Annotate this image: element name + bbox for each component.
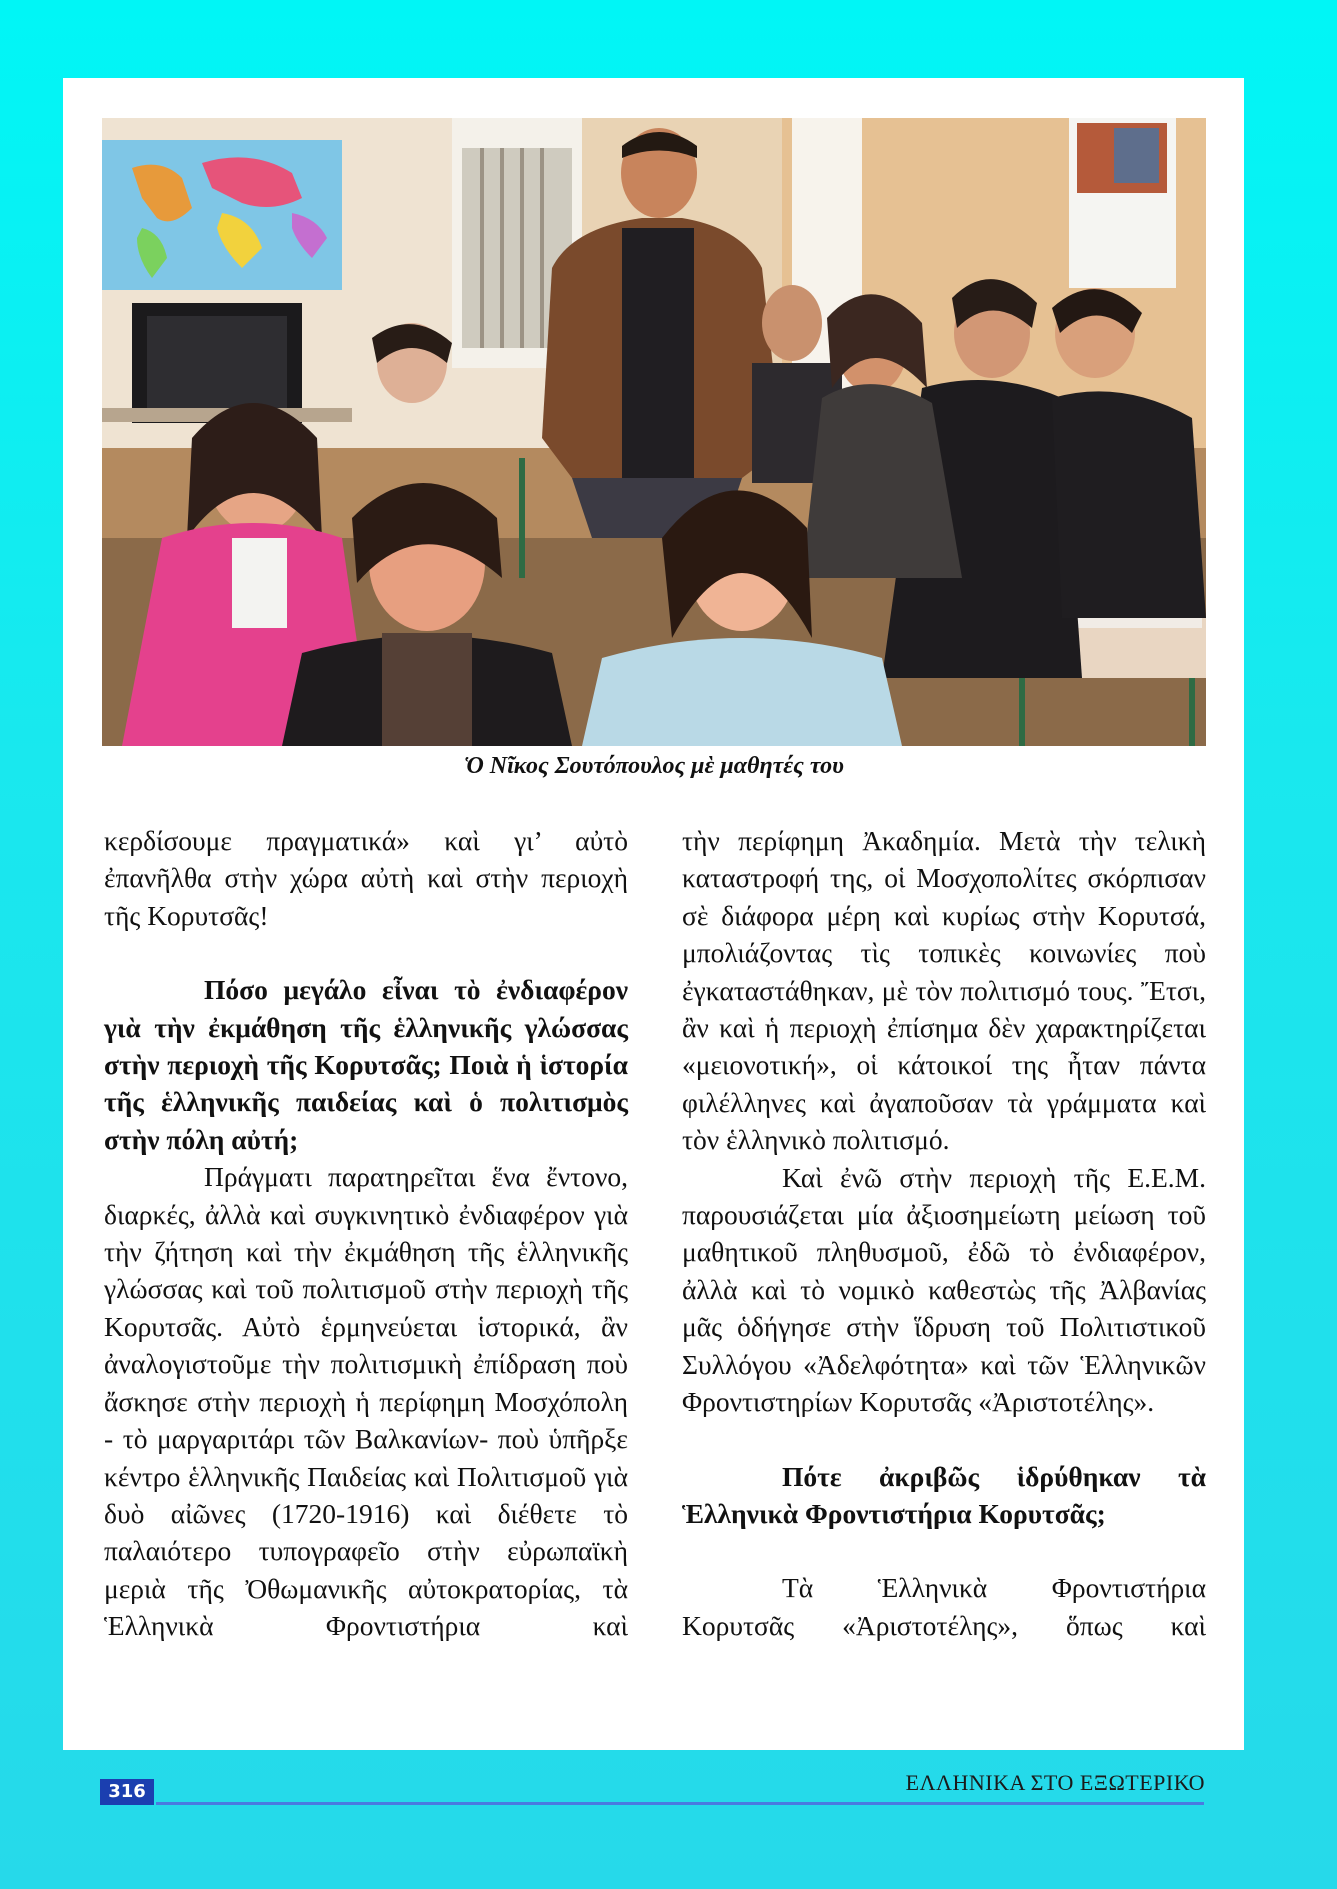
right-text-column	[682, 822, 1206, 1644]
paragraph: κερδίσουμε πραγματικά» καὶ γι’ αὐτὸ ἐπανῆλθα στὴν χώρα αὐτὴ καὶ στὴν περιοχὴ τῆς Κορυτσᾶς!	[104, 825, 628, 931]
paragraph: τὴν περίφημη Ἀκαδημία. Μετὰ τὴν τελικὴ καταστροφή της, οἱ Μοσχοπολίτες σκόρπισαν σὲ διάφορα μέρη καὶ κυρίως στὴν Κορυτσά, μπολιάζοντας τὶς τοπικὲς κοινωνίες ποὺ ἐγκαταστάθηκαν, μὲ τὸν πολιτισμό τους. Ἔτσι, ἂν καὶ ἡ περιοχὴ ἐπίσημα δὲν χαρακτηρίζεται «μειονοτική», οἱ κάτοικοί της ἦταν πάντα φιλέλληνες καὶ ἀγαποῦσαν τὰ γράμματα καὶ τὸν ἑλληνικὸ πολιτισμό.	[682, 825, 1206, 1156]
interview-question: Πόσο μεγάλο εἶναι τὸ ἐνδιαφέρον γιὰ τὴν ἐκμάθηση τῆς ἑλληνικῆς γλώσσας στὴν περιοχὴ τῆς Κορυτσᾶς; Ποιὰ ἡ ἱστορία τῆς ἑλληνικῆς παιδείας καὶ ὁ πολιτισμὸς στὴν πόλη αὐτή;	[104, 974, 628, 1155]
left-text-column	[104, 822, 628, 1645]
running-footer-title: ΕΛΛΗΝΙΚΑ ΣΤΟ ΕΞΩΤΕΡΙΚΟ	[905, 1770, 1205, 1795]
paragraph: Τὰ Ἑλληνικὰ Φροντιστήρια Κορυτσᾶς «Ἀριστοτέλης», ὅπως καὶ	[682, 1572, 1206, 1641]
interview-question: Πότε ἀκριβῶς ἱδρύθηκαν τὰ Ἑλληνικὰ Φροντιστήρια Κορυτσᾶς;	[682, 1460, 1206, 1529]
paragraph: Πράγματι παρατηρεῖται ἕνα ἔντονο, διαρκές, ἀλλὰ καὶ συγκινητικὸ ἐνδιαφέρον γιὰ τὴν ζήτηση καὶ τὴν ἐκμάθηση τῆς ἑλληνικῆς γλώσσας καὶ τοῦ πολιτισμοῦ στὴν περιοχὴ τῆς Κορυτσᾶς. Αὐτὸ ἑρμηνεύεται ἱστορικά, ἂν ἀναλογιστοῦμε τὴν πολιτισμικὴ ἐπίδραση ποὺ ἄσκησε στὴν περιοχὴ ἡ περίφημη Μοσχόπολη - τὸ μαργαριτάρι τῶν Βαλκανίων- ποὺ ὑπῆρξε κέντρο ἑλληνικῆς Παιδείας καὶ Πολιτισμοῦ γιὰ δυὸ αἰῶνες (1720-1916) καὶ διέθετε τὸ παλαιότερο τυπογραφεῖο στὴν εὐρωπαϊκὴ μεριὰ τῆς Ὀθωμανικῆς αὐτοκρατορίας, τὰ Ἑλληνικὰ Φροντιστήρια καὶ	[104, 1161, 628, 1642]
footer-rule	[156, 1802, 1204, 1805]
classroom-photo	[102, 118, 1206, 746]
page-number: 316	[100, 1779, 154, 1805]
paragraph: Καὶ ἐνῶ στὴν περιοχὴ τῆς Ε.Ε.Μ. παρουσιάζεται μία ἀξιοσημείωτη μείωση τοῦ μαθητικοῦ πληθυσμοῦ, ἐδῶ τὸ ἐνδιαφέρον, ἀλλὰ καὶ τὸ νομικὸ καθεστὼς τῆς Ἀλβανίας μᾶς ὁδήγησε στὴν ἵδρυση τοῦ Πολιτιστικοῦ Συλλόγου «Ἀδελφότητα» καὶ τῶν Ἑλληνικῶν Φροντιστηρίων Κορυτσᾶς «Ἀριστοτέλης».	[682, 1161, 1206, 1418]
photo-caption: Ὁ Νῖκος Σουτόπουλος μὲ μαθητές του	[464, 753, 844, 779]
